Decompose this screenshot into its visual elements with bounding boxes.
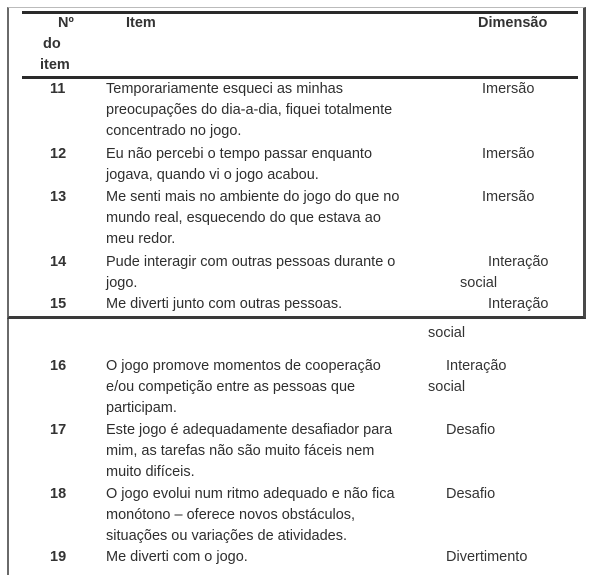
row-19-num: 19 (50, 549, 67, 565)
row-12-text-1: Eu não percebi o tempo passar enquanto (106, 146, 373, 162)
row-14-text-2: jogo. (106, 275, 138, 291)
row-13-text-3: meu redor. (106, 231, 176, 247)
header-num-line2: do (43, 36, 61, 52)
row-16-text-1: O jogo promove momentos de cooperação (106, 358, 381, 374)
row-13-text-1: Me senti mais no ambiente do jogo do que no (106, 189, 400, 205)
row-14-num: 14 (50, 254, 67, 270)
row-17-dimension: Desafio (446, 422, 496, 438)
row-15-num: 15 (50, 296, 67, 312)
row-18-dimension: Desafio (446, 486, 496, 502)
row-13-dimension: Imersão (482, 189, 535, 205)
row-14-dimension-2: social (460, 275, 498, 291)
row-15-dimension-2: social (428, 325, 466, 341)
row-15-dimension-1: Interação (488, 296, 549, 312)
row-12-dimension: Imersão (482, 146, 535, 162)
row-14-dimension-1: Interação (488, 254, 549, 270)
row-11-text-3: concentrado no jogo. (106, 123, 242, 139)
row-18-num: 18 (50, 486, 67, 502)
row-15-text-1: Me diverti junto com outras pessoas. (106, 296, 343, 312)
row-18-text-1: O jogo evolui num ritmo adequado e não fica (106, 486, 395, 502)
row-19-dimension: Divertimento (446, 549, 528, 565)
row-11-text-1: Temporariamente esqueci as minhas (106, 81, 343, 97)
row-16-dimension-2: social (428, 379, 466, 395)
row-16-text-2: e/ou competição entre as pessoas que (106, 379, 356, 395)
row-17-text-3: muito difíceis. (106, 464, 195, 480)
header-dimension: Dimensão (478, 15, 548, 31)
row-16-dimension-1: Interação (446, 358, 507, 374)
row-11-dimension: Imersão (482, 81, 535, 97)
row-17-text-2: mim, as tarefas não são muito fáceis nem (106, 443, 375, 459)
row-17-num: 17 (50, 422, 67, 438)
row-13-num: 13 (50, 189, 67, 205)
row-12-num: 12 (50, 146, 67, 162)
row-11-text-2: preocupações do dia-a-dia, fiquei totalmente (106, 102, 393, 118)
row-17-text-1: Este jogo é adequadamente desafiador para (106, 422, 393, 438)
row-13-text-2: mundo real, esquecendo do que estava ao (106, 210, 381, 226)
row-18-text-3: situações ou variações de atividades. (106, 528, 348, 544)
header-bottom-rule (22, 76, 578, 79)
header-item: Item (126, 15, 156, 31)
row-18-text-2: monótono – oferece novos obstáculos, (106, 507, 356, 523)
row-16-num: 16 (50, 358, 67, 374)
header-num-line1: Nº (58, 15, 74, 31)
row-12-text-2: jogava, quando vi o jogo acabou. (106, 167, 319, 183)
header-num-line3: item (40, 57, 70, 73)
row-19-text-1: Me diverti com o jogo. (106, 549, 248, 565)
row-11-num: 11 (50, 81, 66, 97)
row-14-text-1: Pude interagir com outras pessoas durante o (106, 254, 396, 270)
row-16-text-3: participam. (106, 400, 177, 416)
